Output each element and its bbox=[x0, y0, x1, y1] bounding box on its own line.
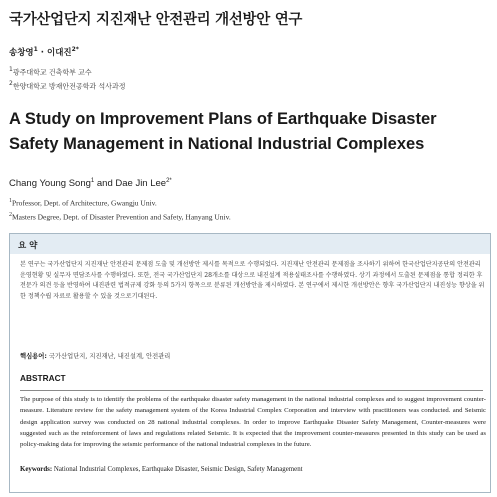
english-author-1: Chang Young Song bbox=[9, 178, 91, 190]
korean-author-2-sup: 2* bbox=[71, 46, 79, 54]
affiliation-sup: 1 bbox=[9, 198, 12, 204]
korean-abstract-body: 본 연구는 국가산업단지 지진재난 안전관리 문제점 도출 및 개선방안 제시를 목적으로 수행되었다. 지진재난 안전관리 문제점을 조사하기 위하여 한국산업단지공단의 안전관리 운영현황 및 실무자 면담조사를 수행하였다. 또한, 전국 국가산업단지 28개소를 대상으로 내진설계 적용실태조사를 수행하였다. 상기 과정에서 도출된 문제점을 통합 정리한 후 전문가 의견 등을 반영하여 내진관련 법적규제 강화 등의 5가지 항목으로 분류된 개선방안을 제시하였다. 본 연구에서 제시한 개선방안은 향후 국가산업단지 내진성능 향상을 위한 정책수립 자료로 활용할 수 있을 것으로기대된다. bbox=[20, 261, 485, 300]
english-authors bbox=[9, 178, 172, 189]
affiliation-sup: 2 bbox=[9, 212, 12, 218]
korean-keywords bbox=[20, 351, 170, 360]
english-keywords-label: Keywords: bbox=[20, 466, 53, 473]
english-author-connector: and bbox=[94, 178, 116, 190]
affiliation-text: 한양대학교 방재안전공학과 석사과정 bbox=[12, 82, 126, 91]
abstract-box bbox=[9, 233, 491, 493]
english-affiliation-2 bbox=[9, 212, 231, 222]
english-author-2: Dae Jin Lee bbox=[115, 178, 167, 190]
english-title: A Study on Improvement Plans of Earthquake Disaster Safety Management in National Industrial Complexes bbox=[9, 110, 437, 153]
affiliation-text: 광주대학교 건축학부 교수 bbox=[12, 68, 92, 77]
english-affiliation-1 bbox=[9, 198, 157, 208]
english-keywords bbox=[20, 466, 303, 473]
korean-author-2: 이대진 bbox=[46, 48, 72, 58]
korean-abstract-heading: 요 약 bbox=[18, 241, 38, 251]
korean-title: 국가산업단지 지진재난 안전관리 개선방안 연구 bbox=[9, 12, 303, 28]
korean-author-separator: · bbox=[37, 48, 47, 58]
affiliation-sup: 2 bbox=[9, 80, 13, 87]
korean-authors bbox=[9, 46, 79, 58]
affiliation-text: Professor, Dept. of Architecture, Gwangju Univ. bbox=[12, 198, 157, 208]
korean-author-1-sup: 1 bbox=[33, 46, 38, 54]
korean-author-1: 송창영 bbox=[9, 48, 34, 58]
korean-abstract-header bbox=[10, 234, 490, 254]
korean-affiliation-1 bbox=[9, 66, 92, 77]
english-author-2-sup: 2* bbox=[166, 178, 172, 184]
english-keywords-text: National Industrial Complexes, Earthquake Disaster, Seismic Design, Safety Management bbox=[53, 466, 303, 473]
english-author-1-sup: 1 bbox=[90, 178, 95, 184]
affiliation-text: Masters Degree, Dept. of Disaster Prevention and Safety, Hanyang Univ. bbox=[12, 212, 231, 222]
abstract-divider bbox=[20, 390, 483, 391]
korean-keywords-text: 국가산업단지, 지진재난, 내진설계, 안전관리 bbox=[48, 353, 171, 360]
korean-affiliation-2 bbox=[9, 80, 125, 91]
affiliation-sup: 1 bbox=[9, 66, 13, 73]
english-abstract-heading: ABSTRACT bbox=[20, 373, 66, 383]
english-abstract-body: The purpose of this study is to identify the problems of the earthquake disaster safety management in the national industrial complexes and to suggest improvement counter-measure. Literature review for the safety management system of the Korea Industrial Complex Corporation and interview with practitioners was conducted. and Seismic design application survey was conducted on 28 national industrial complexes. In order to improve Earthquake Disaster Safety Management, Counter-measures were suggested such as the reinforcement of laws and regulations related Seismic. It is expected that the improvement counter-measures presented in this study can be used as policy-making data for improving the seismic performance of the national industrial complexes in the future. bbox=[20, 396, 486, 449]
korean-keywords-label: 핵심용어: bbox=[20, 353, 47, 360]
